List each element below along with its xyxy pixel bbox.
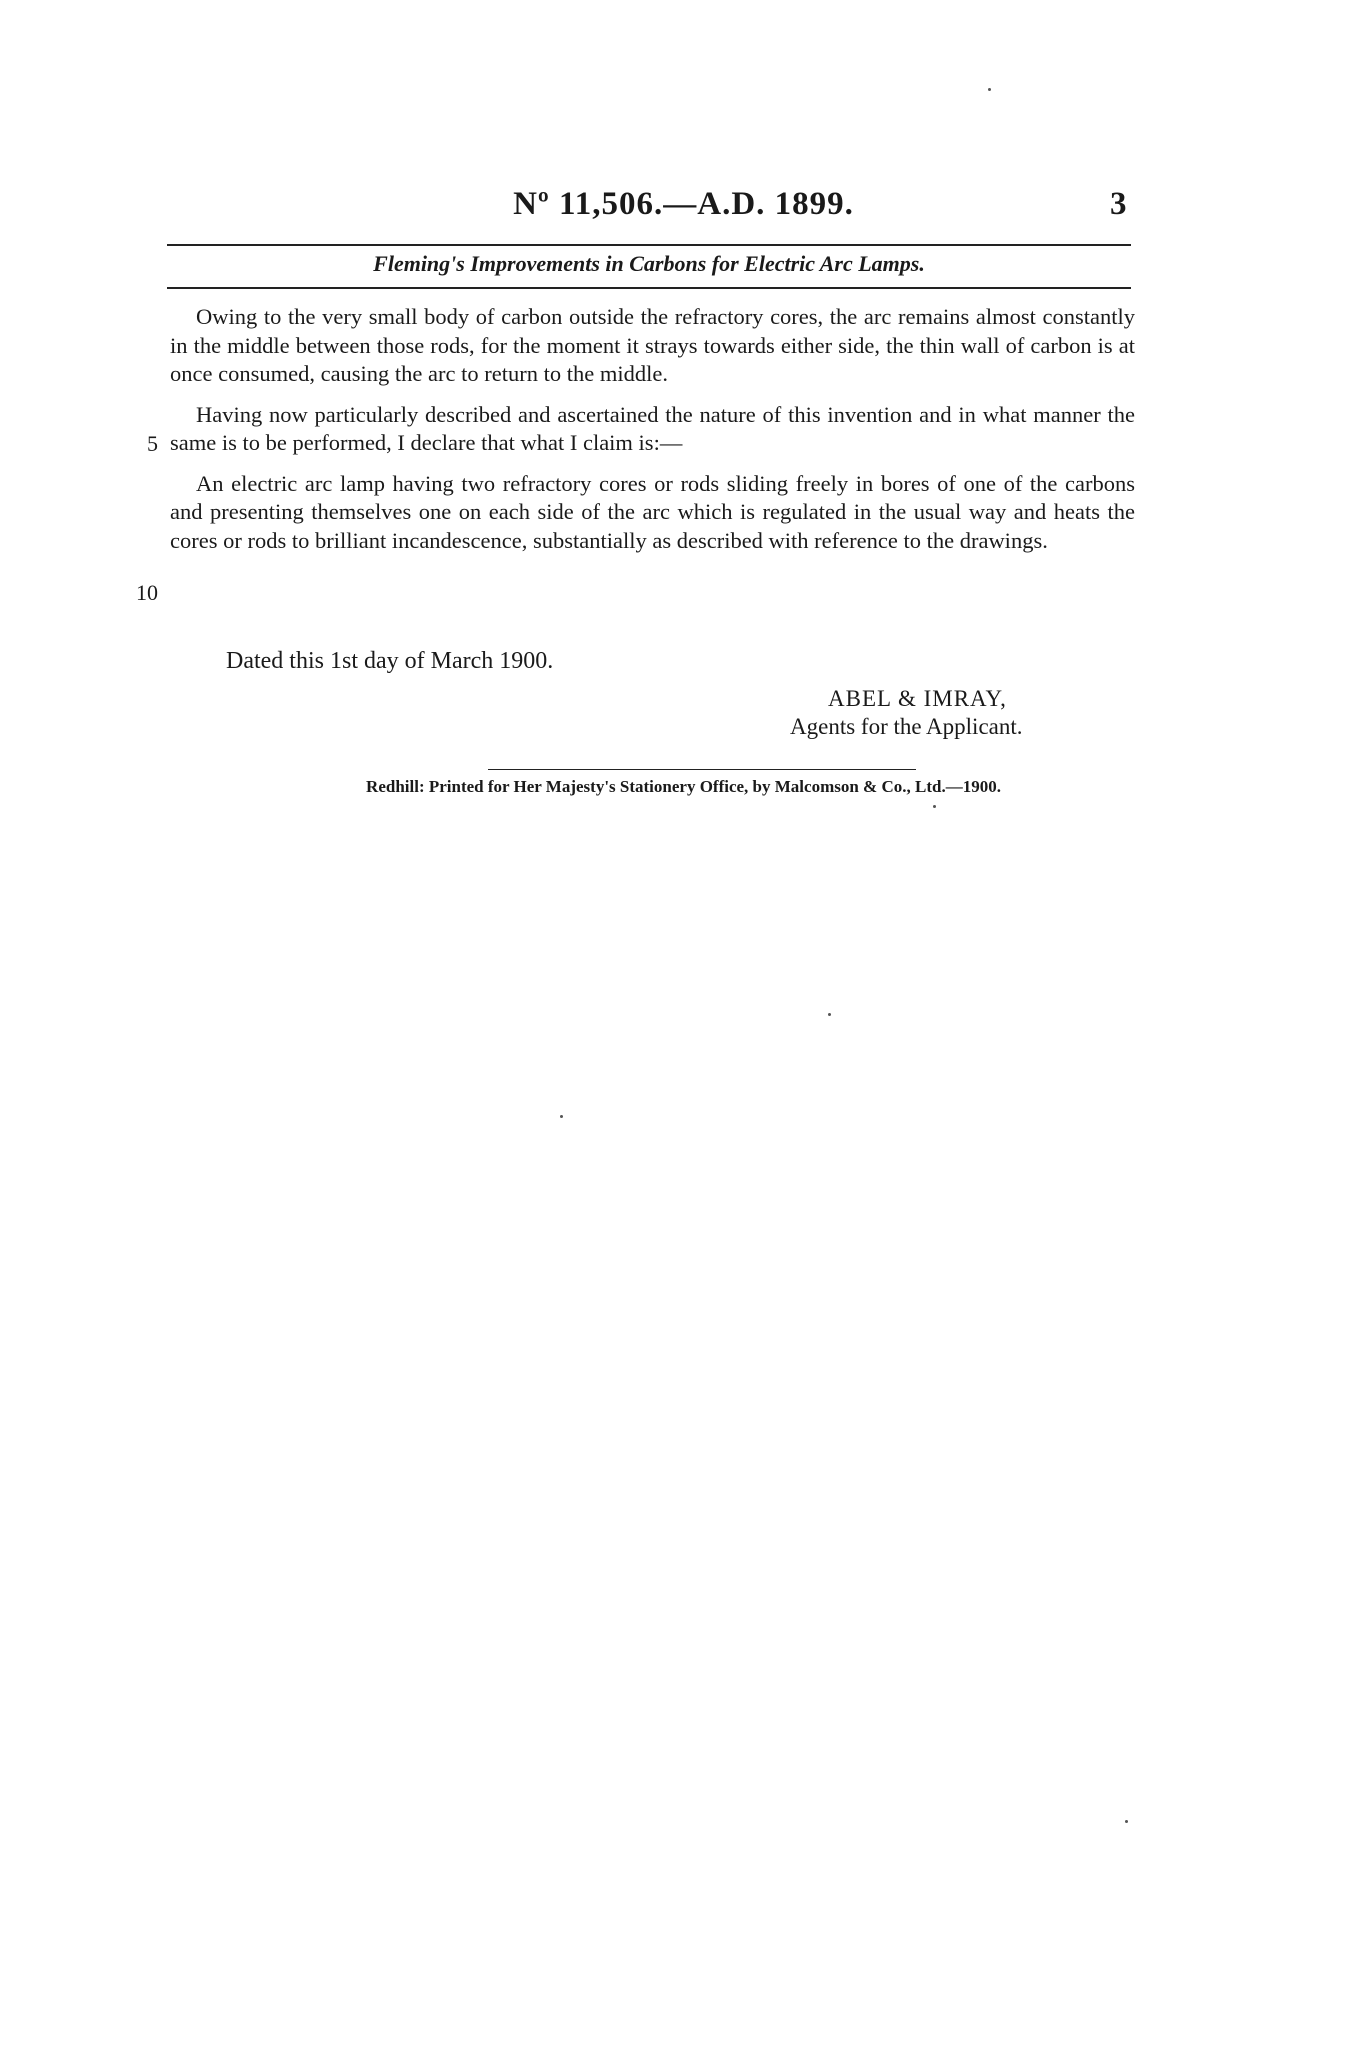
scan-speck [828, 1013, 831, 1016]
page-number: 3 [1110, 186, 1127, 222]
header-rule-bottom [167, 287, 1131, 289]
page-header [0, 186, 1367, 236]
imprint-rule [488, 769, 916, 770]
scan-speck [988, 88, 991, 91]
signature-block [790, 685, 1110, 741]
paragraph-arc-position: Owing to the very small body of carbon outside the refractory cores, the arc remains almost constantly in the middle between those rods, for the moment it strays towards either side, the thin wall of carbon is at once consumed, causing the arc to return to the middle. [170, 304, 1135, 386]
paragraph-claim: An electric arc lamp having two refractory cores or rods sliding freely in bores of one of the carbons and presenting themselves one on each side of the arc which is regulated in the usual way and heats the cores or rods to brilliant incandescence, substantially as described with reference to the drawings. [170, 470, 1135, 553]
line-number-5: 5 [147, 431, 158, 456]
signatory-name: ABEL & IMRAY, [828, 686, 1007, 711]
scan-speck [560, 1115, 563, 1118]
header-rule-top [167, 244, 1131, 246]
signatory-role: Agents for the Applicant. [790, 714, 1023, 739]
printer-imprint: Redhill: Printed for Her Majesty's Stationery Office, by Malcomson & Co., Ltd.—1900. [366, 777, 1001, 796]
paragraph-claim-intro: Having now particularly described and ascertained the nature of this invention and in what manner the same is to be performed, I declare that what I claim is:— [170, 401, 1135, 455]
scan-speck [1125, 1820, 1128, 1823]
specification-body [170, 303, 1135, 555]
running-title: Fleming's Improvements in Carbons for Electric Arc Lamps. [373, 251, 925, 276]
scan-speck [933, 805, 936, 808]
line-number-10: 10 [136, 580, 158, 605]
patent-number: Nº 11,506.—A.D. 1899. [513, 186, 854, 222]
dated-line: Dated this 1st day of March 1900. [226, 648, 554, 674]
